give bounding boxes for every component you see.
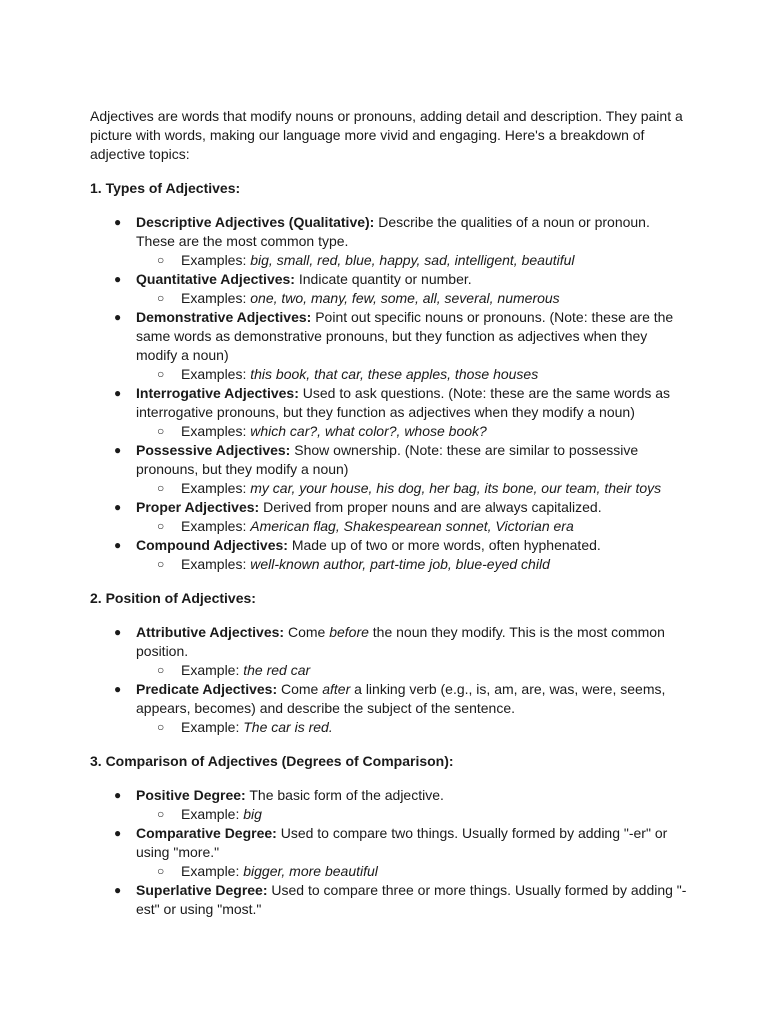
section-heading-position: 2. Position of Adjectives: — [90, 590, 256, 606]
types-list — [90, 213, 690, 574]
sub-bullet-icon: ○ — [157, 807, 165, 821]
example-text: my car, your house, his dog, her bag, its bone, our team, their toys — [250, 480, 662, 496]
bullet-icon: ● — [114, 538, 122, 552]
example-line — [90, 517, 690, 536]
example-line — [90, 718, 690, 737]
bullet-icon: ● — [114, 443, 122, 457]
list-item — [90, 213, 690, 270]
bullet-icon: ● — [114, 682, 122, 696]
example-text: bigger, more beautiful — [243, 863, 378, 879]
item-desc-emphasis: after — [322, 681, 351, 697]
example-line — [90, 365, 690, 384]
sub-bullet-icon: ○ — [157, 557, 165, 571]
document-body — [90, 107, 690, 919]
item-desc: Point out specific nouns or pronouns. (Note: these are the same words as demonstrative pronouns, but they function as adjectives when they modify a noun) — [136, 309, 674, 363]
example-text: which car?, what color?, whose book? — [250, 423, 487, 439]
comparison-list — [90, 786, 690, 919]
example-label: Examples: — [181, 480, 251, 496]
list-item — [90, 308, 690, 384]
sub-bullet-icon: ○ — [157, 291, 165, 305]
bullet-icon: ● — [114, 788, 122, 802]
sub-bullet-icon: ○ — [157, 519, 165, 533]
item-term: Descriptive Adjectives (Qualitative): — [136, 214, 375, 230]
list-item — [90, 824, 690, 881]
item-desc: The basic form of the adjective. — [245, 787, 444, 803]
item-desc-emphasis: before — [329, 624, 369, 640]
item-desc-pre: Come — [284, 624, 330, 640]
bullet-icon: ● — [114, 272, 122, 286]
example-label: Examples: — [181, 423, 251, 439]
item-desc: Show ownership. (Note: these are similar to possessive pronouns, but they modify a noun) — [136, 442, 639, 477]
sub-bullet-icon: ○ — [157, 864, 165, 878]
example-text: this book, that car, these apples, those houses — [250, 366, 539, 382]
list-item — [90, 270, 690, 308]
section-heading-types: 1. Types of Adjectives: — [90, 180, 241, 196]
item-desc: Used to compare two things. Usually formed by adding "-er" or using "more." — [136, 825, 668, 860]
item-desc-post: a linking verb (e.g., is, am, are, was, were, seems, appears, becomes) and describe the subject of the sentence. — [136, 681, 666, 716]
bullet-icon: ● — [114, 625, 122, 639]
item-desc: Made up of two or more words, often hyphenated. — [287, 537, 601, 553]
item-term: Quantitative Adjectives: — [136, 271, 295, 287]
section-heading-comparison: 3. Comparison of Adjectives (Degrees of Comparison): — [90, 753, 454, 769]
list-item — [90, 498, 690, 536]
sub-bullet-icon: ○ — [157, 720, 165, 734]
bullet-icon: ● — [114, 500, 122, 514]
sub-bullet-icon: ○ — [157, 424, 165, 438]
bullet-icon: ● — [114, 310, 122, 324]
example-line — [90, 289, 690, 308]
bullet-icon: ● — [114, 386, 122, 400]
position-list — [90, 623, 690, 737]
item-term: Superlative Degree: — [136, 882, 268, 898]
item-desc-post: the noun they modify. This is the most common position. — [136, 624, 665, 659]
item-desc-pre: Come — [277, 681, 323, 697]
item-term: Predicate Adjectives: — [136, 681, 278, 697]
item-term: Possessive Adjectives: — [136, 442, 291, 458]
sub-bullet-icon: ○ — [157, 663, 165, 677]
example-line — [90, 251, 690, 270]
example-text: The car is red. — [243, 719, 333, 735]
list-item — [90, 384, 690, 441]
example-text: the red car — [243, 662, 311, 678]
example-line — [90, 422, 690, 441]
intro-paragraph: Adjectives are words that modify nouns or pronouns, adding detail and description. They paint a picture with words, making our language more vivid and engaging. Here's a breakdown of adjective topics: — [90, 108, 683, 162]
item-term: Proper Adjectives: — [136, 499, 260, 515]
item-term: Attributive Adjectives: — [136, 624, 285, 640]
example-text: well-known author, part-time job, blue-eyed child — [250, 556, 550, 572]
item-desc: Used to ask questions. (Note: these are the same words as interrogative pronouns, but they function as adjectives when they modify a noun) — [136, 385, 671, 420]
list-item — [90, 680, 690, 737]
item-term: Demonstrative Adjectives: — [136, 309, 312, 325]
list-item — [90, 881, 690, 919]
example-label: Example: — [181, 863, 244, 879]
sub-bullet-icon: ○ — [157, 253, 165, 267]
example-line — [90, 805, 690, 824]
item-term: Comparative Degree: — [136, 825, 277, 841]
example-label: Example: — [181, 719, 244, 735]
example-line — [90, 479, 690, 498]
bullet-icon: ● — [114, 215, 122, 229]
example-label: Examples: — [181, 556, 251, 572]
example-line — [90, 862, 690, 881]
sub-bullet-icon: ○ — [157, 367, 165, 381]
list-item — [90, 536, 690, 574]
list-item — [90, 786, 690, 824]
example-label: Examples: — [181, 290, 251, 306]
example-label: Example: — [181, 662, 244, 678]
example-text: big — [243, 806, 262, 822]
example-label: Examples: — [181, 252, 251, 268]
list-item — [90, 441, 690, 498]
list-item — [90, 623, 690, 680]
bullet-icon: ● — [114, 826, 122, 840]
bullet-icon: ● — [114, 883, 122, 897]
item-term: Interrogative Adjectives: — [136, 385, 299, 401]
item-desc: Indicate quantity or number. — [294, 271, 472, 287]
example-text: American flag, Shakespearean sonnet, Victorian era — [250, 518, 574, 534]
example-text: one, two, many, few, some, all, several, numerous — [250, 290, 560, 306]
item-term: Compound Adjectives: — [136, 537, 288, 553]
example-label: Examples: — [181, 518, 251, 534]
item-desc: Derived from proper nouns and are always capitalized. — [259, 499, 602, 515]
sub-bullet-icon: ○ — [157, 481, 165, 495]
example-label: Examples: — [181, 366, 251, 382]
item-desc: Describe the qualities of a noun or pronoun. These are the most common type. — [136, 214, 650, 249]
item-desc: Used to compare three or more things. Usually formed by adding "-est" or using "most." — [136, 882, 687, 917]
example-text: big, small, red, blue, happy, sad, intelligent, beautiful — [250, 252, 575, 268]
example-line — [90, 555, 690, 574]
example-line — [90, 661, 690, 680]
item-term: Positive Degree: — [136, 787, 246, 803]
example-label: Example: — [181, 806, 244, 822]
